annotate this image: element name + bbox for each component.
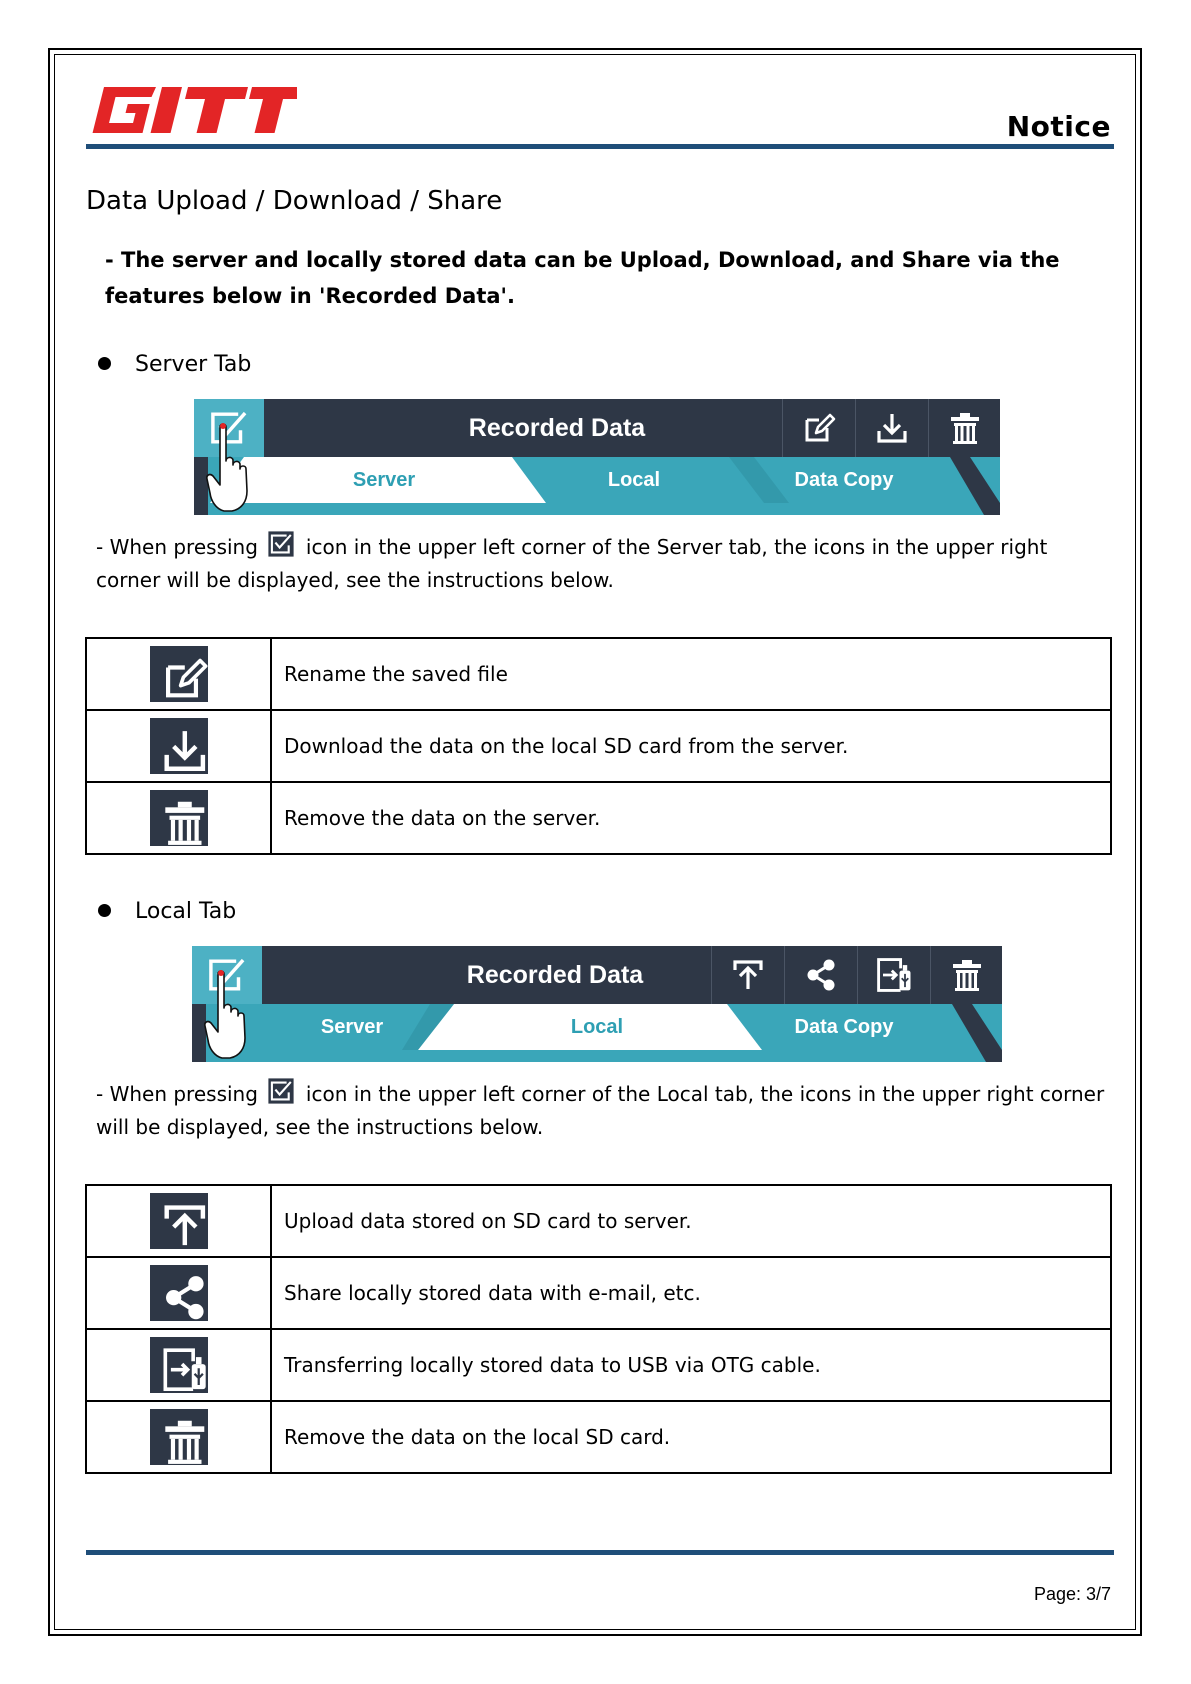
local-note (96, 1077, 1106, 1144)
note-text: icon in the upper left corner of the Local tab, the icons in the upper right corner will be displayed, see the instructions below. (96, 1082, 1105, 1139)
icon-cell (86, 710, 271, 782)
bullet-dot (98, 904, 111, 917)
trash-icon (947, 955, 987, 995)
note-prefix: - When pressing (96, 1082, 258, 1106)
icon-cell (86, 1185, 271, 1257)
tab-strip (192, 1004, 1002, 1062)
row-description: Transferring locally stored data to USB via OTG cable. (271, 1329, 1111, 1401)
tab-server[interactable]: Server (320, 1016, 384, 1038)
usb-transfer-icon (150, 1337, 208, 1393)
tab-local[interactable]: Local (570, 1016, 624, 1038)
edit-icon (799, 408, 839, 448)
appbar-title: Recorded Data (466, 961, 644, 989)
tab-server[interactable]: Server (352, 469, 416, 491)
delete-button[interactable] (928, 399, 1001, 457)
server-tab-heading (98, 352, 251, 377)
server-tab-heading-text: Server Tab (135, 352, 252, 377)
trash-icon (150, 790, 208, 846)
server-appbar (194, 399, 1000, 515)
trash-icon (945, 408, 985, 448)
footer-rule (86, 1550, 1114, 1555)
git-logo (87, 83, 297, 137)
pointer-hand-icon (204, 421, 254, 515)
edit-icon (150, 646, 208, 702)
table-row (86, 638, 1111, 710)
note-prefix: - When pressing (96, 535, 258, 559)
icon-cell (86, 782, 271, 854)
rename-button[interactable] (782, 399, 855, 457)
download-button[interactable] (855, 399, 928, 457)
upload-icon (728, 955, 768, 995)
table-row (86, 1257, 1111, 1329)
intro-text: - The server and locally stored data can be Upload, Download, and Share via the features below in 'Recorded Data'. (105, 248, 1060, 308)
share-button[interactable] (784, 946, 857, 1004)
check-select-icon (266, 530, 296, 558)
page-title: Data Upload / Download / Share (86, 186, 503, 216)
delete-button[interactable] (930, 946, 1003, 1004)
server-note (96, 530, 1106, 597)
bullet-dot (98, 357, 111, 370)
header-section-label: Notice (1006, 110, 1111, 143)
trash-icon (150, 1409, 208, 1465)
usb-transfer-icon (872, 953, 916, 997)
local-icons-table (85, 1184, 1112, 1474)
share-icon (801, 955, 841, 995)
check-select-icon (266, 1077, 296, 1105)
note-text: icon in the upper left corner of the Server tab, the icons in the upper right corner will be displayed, see the instructions below. (96, 535, 1048, 592)
icon-cell (86, 1329, 271, 1401)
share-icon (150, 1265, 208, 1321)
table-row (86, 1329, 1111, 1401)
pointer-hand-icon (202, 968, 252, 1062)
row-description: Share locally stored data with e-mail, etc. (271, 1257, 1111, 1329)
icon-cell (86, 638, 271, 710)
appbar-title: Recorded Data (468, 414, 646, 442)
row-description: Rename the saved file (271, 638, 1111, 710)
server-icons-table (85, 637, 1112, 855)
tab-data-copy[interactable]: Data Copy (794, 1016, 894, 1038)
local-tab-heading-text: Local Tab (135, 899, 237, 924)
local-appbar (192, 946, 1002, 1062)
tab-local[interactable]: Local (607, 469, 661, 491)
tab-strip (194, 457, 1000, 515)
download-icon (872, 408, 912, 448)
row-description: Upload data stored on SD card to server. (271, 1185, 1111, 1257)
upload-icon (150, 1193, 208, 1249)
row-description: Remove the data on the local SD card. (271, 1401, 1111, 1473)
table-row (86, 1185, 1111, 1257)
usb-transfer-button[interactable] (857, 946, 930, 1004)
row-description: Download the data on the local SD card from the server. (271, 710, 1111, 782)
local-tab-heading (98, 899, 236, 924)
table-row (86, 710, 1111, 782)
upload-button[interactable] (711, 946, 784, 1004)
tab-data-copy[interactable]: Data Copy (794, 469, 894, 491)
icon-cell (86, 1257, 271, 1329)
page-number: Page: 3/7 (1033, 1584, 1111, 1604)
download-icon (150, 718, 208, 774)
table-row (86, 782, 1111, 854)
row-description: Remove the data on the server. (271, 782, 1111, 854)
icon-cell (86, 1401, 271, 1473)
header-rule (86, 144, 1114, 149)
table-row (86, 1401, 1111, 1473)
